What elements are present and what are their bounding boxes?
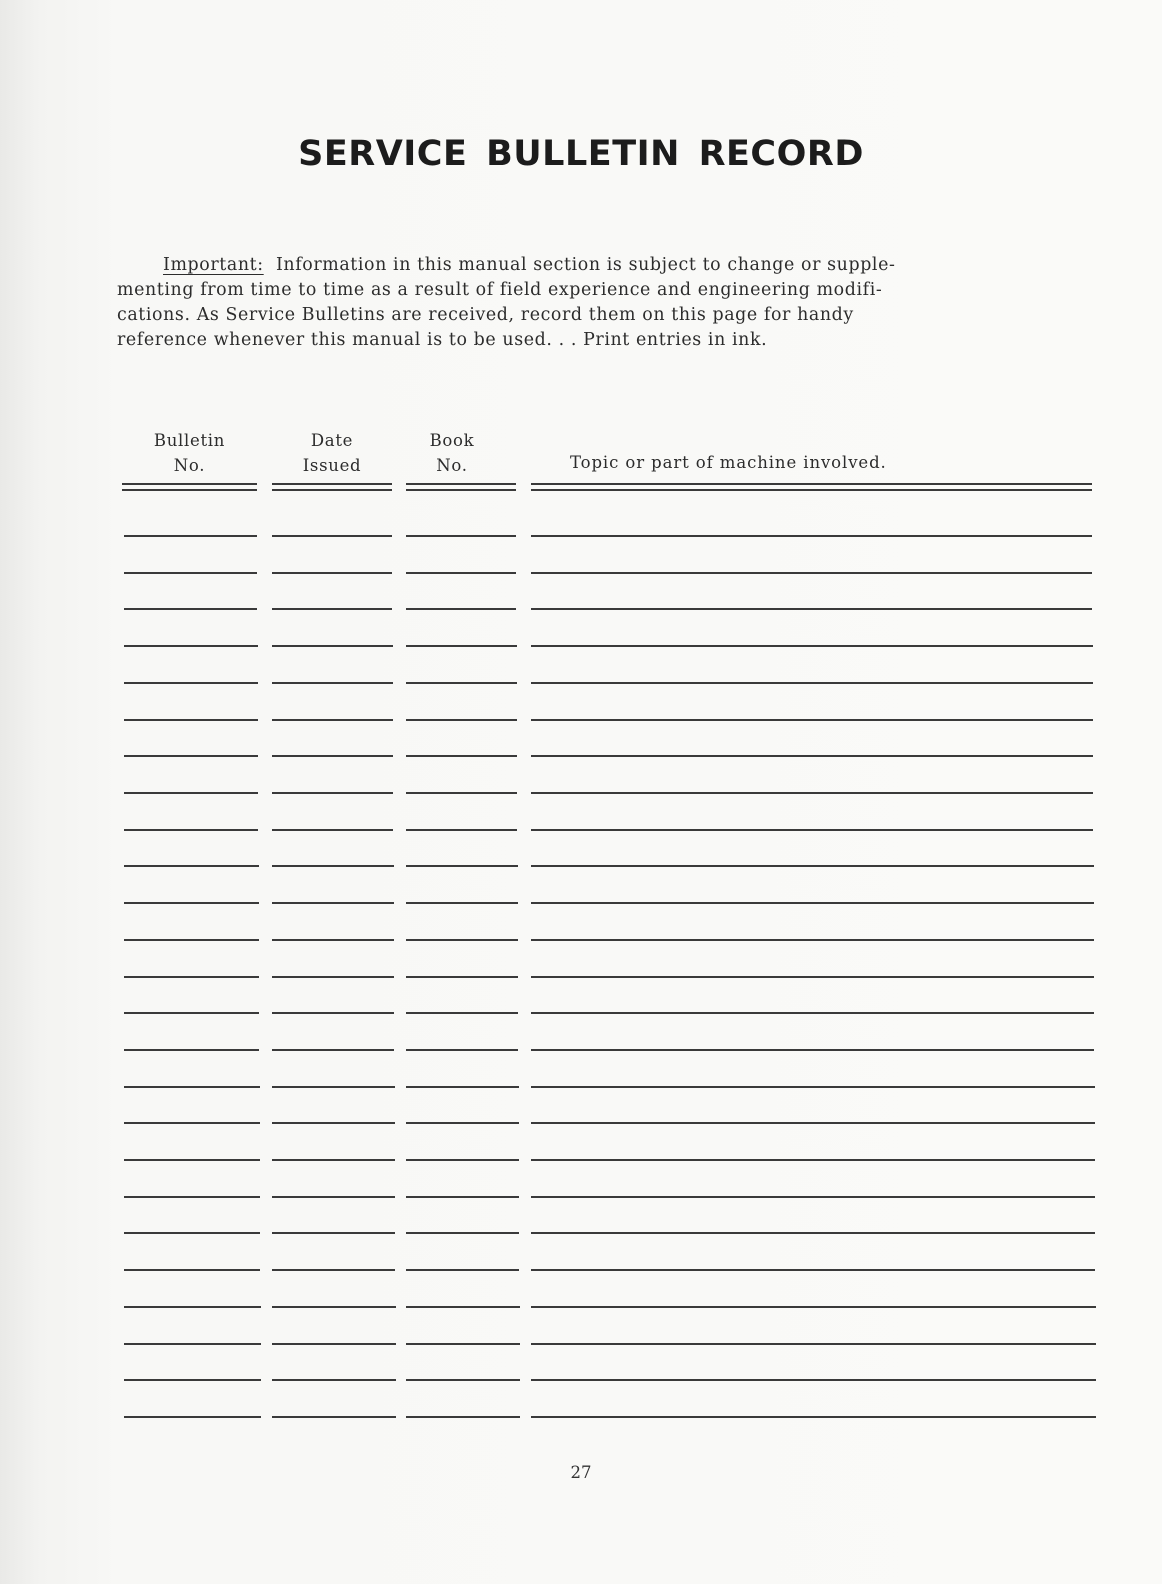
entry-line bbox=[406, 829, 517, 831]
entry-line bbox=[124, 865, 259, 867]
column-header-line: Book bbox=[429, 431, 475, 450]
entry-line bbox=[531, 1122, 1095, 1124]
entry-line bbox=[124, 829, 258, 831]
entry-line bbox=[272, 572, 392, 574]
column-header-bulletin-no bbox=[122, 428, 257, 478]
column-header-topic: Topic or part of machine involved. bbox=[570, 453, 887, 472]
entry-line bbox=[531, 1049, 1094, 1051]
entry-line bbox=[531, 1196, 1095, 1198]
intro-line-4: reference whenever this manual is to be used. . . Print entries in ink. bbox=[117, 330, 768, 350]
entry-line bbox=[272, 1086, 395, 1088]
entry-line bbox=[406, 1306, 520, 1308]
entry-line bbox=[406, 865, 518, 867]
entry-line bbox=[531, 976, 1094, 978]
entry-line bbox=[406, 902, 518, 904]
entry-line bbox=[406, 1159, 519, 1161]
intro-line-2: menting from time to time as a result of field experience and engineering modifi- bbox=[117, 280, 883, 300]
column-header-line: Bulletin bbox=[153, 431, 226, 450]
entry-line bbox=[531, 682, 1093, 684]
entry-line bbox=[406, 1416, 520, 1418]
entry-line bbox=[124, 535, 257, 537]
entry-line bbox=[124, 1012, 259, 1014]
entry-line bbox=[124, 572, 257, 574]
entry-line bbox=[531, 535, 1092, 537]
entry-line bbox=[406, 645, 517, 647]
entry-line bbox=[531, 1012, 1094, 1014]
entry-line bbox=[531, 792, 1093, 794]
entry-line bbox=[406, 608, 516, 610]
entry-line bbox=[124, 1379, 261, 1381]
entry-line bbox=[531, 1269, 1095, 1271]
entry-line bbox=[406, 1012, 518, 1014]
entry-line bbox=[124, 755, 258, 757]
entry-line bbox=[531, 608, 1092, 610]
entry-line bbox=[272, 1232, 395, 1234]
entry-line bbox=[272, 939, 394, 941]
entry-line bbox=[531, 572, 1092, 574]
entry-line bbox=[406, 976, 518, 978]
entry-line bbox=[406, 755, 517, 757]
entry-line bbox=[272, 1269, 395, 1271]
entry-line bbox=[272, 608, 392, 610]
entry-line bbox=[272, 719, 393, 721]
entry-line bbox=[124, 608, 257, 610]
entry-line bbox=[124, 1232, 260, 1234]
entry-line bbox=[124, 645, 258, 647]
entry-line bbox=[406, 1086, 519, 1088]
column-header-line: No. bbox=[436, 456, 468, 475]
header-rule bbox=[122, 489, 257, 491]
entry-line bbox=[124, 1049, 259, 1051]
intro-lead: Important: bbox=[163, 255, 264, 275]
entry-line bbox=[272, 755, 393, 757]
entry-line bbox=[406, 1122, 519, 1124]
entry-line bbox=[272, 1343, 396, 1345]
entry-line bbox=[531, 1159, 1095, 1161]
entry-line bbox=[124, 1122, 260, 1124]
entry-line bbox=[124, 792, 258, 794]
entry-line bbox=[272, 976, 394, 978]
header-rule bbox=[531, 483, 1092, 485]
column-header-line: Issued bbox=[302, 456, 362, 475]
entry-line bbox=[406, 792, 517, 794]
entry-line bbox=[406, 1379, 520, 1381]
entry-line bbox=[124, 976, 259, 978]
entry-line bbox=[406, 535, 516, 537]
entry-line bbox=[272, 1159, 395, 1161]
column-header-line: No. bbox=[173, 456, 206, 475]
entry-line bbox=[406, 1269, 519, 1271]
entry-line bbox=[272, 1122, 395, 1124]
entry-line bbox=[531, 645, 1093, 647]
entry-line bbox=[531, 902, 1094, 904]
header-rule bbox=[272, 489, 392, 491]
entry-line bbox=[531, 1306, 1096, 1308]
entry-line bbox=[124, 1416, 261, 1418]
entry-line bbox=[272, 682, 393, 684]
entry-line bbox=[272, 792, 393, 794]
entry-line bbox=[531, 939, 1094, 941]
intro-line-1: Information in this manual section is subject to change or supple- bbox=[275, 255, 896, 275]
entry-line bbox=[124, 1306, 261, 1308]
entry-line bbox=[406, 1343, 520, 1345]
entry-line bbox=[406, 939, 518, 941]
entry-line bbox=[406, 1232, 519, 1234]
entry-line bbox=[531, 1416, 1096, 1418]
header-rule bbox=[406, 489, 516, 491]
entry-line bbox=[272, 902, 394, 904]
entry-line bbox=[272, 1416, 396, 1418]
header-rule bbox=[406, 483, 516, 485]
intro-line-3: cations. As Service Bulletins are received, record them on this page for handy bbox=[117, 305, 854, 325]
page-number: 27 bbox=[570, 1463, 592, 1482]
column-header-date-issued bbox=[272, 428, 392, 478]
entry-line bbox=[272, 1196, 395, 1198]
entry-line bbox=[272, 1306, 396, 1308]
entry-line bbox=[531, 829, 1093, 831]
entry-line bbox=[124, 1086, 260, 1088]
entry-line bbox=[406, 682, 517, 684]
entry-line bbox=[406, 572, 516, 574]
entry-line bbox=[272, 535, 392, 537]
entry-line bbox=[531, 1343, 1096, 1345]
entry-line bbox=[124, 902, 259, 904]
entry-line bbox=[272, 829, 393, 831]
entry-line bbox=[406, 1196, 519, 1198]
entry-line bbox=[124, 1269, 260, 1271]
entry-line bbox=[124, 682, 258, 684]
entry-line bbox=[272, 865, 394, 867]
entry-line bbox=[531, 1379, 1096, 1381]
header-rule bbox=[272, 483, 392, 485]
intro-paragraph bbox=[117, 253, 1007, 353]
entry-line bbox=[531, 755, 1093, 757]
header-rule bbox=[122, 483, 257, 485]
entry-line bbox=[124, 719, 258, 721]
entry-line bbox=[124, 939, 259, 941]
column-header-line: Date bbox=[310, 431, 354, 450]
entry-line bbox=[531, 719, 1093, 721]
header-rule bbox=[531, 489, 1092, 491]
entry-line bbox=[272, 1049, 394, 1051]
page-title: SERVICE BULLETIN RECORD bbox=[298, 134, 864, 174]
entry-line bbox=[531, 1086, 1095, 1088]
column-header-book-no bbox=[406, 428, 498, 478]
entry-line bbox=[272, 1379, 396, 1381]
entry-line bbox=[124, 1159, 260, 1161]
entry-line bbox=[124, 1343, 261, 1345]
entry-line bbox=[406, 719, 517, 721]
entry-line bbox=[531, 1232, 1095, 1234]
entry-line bbox=[531, 865, 1094, 867]
entry-line bbox=[124, 1196, 260, 1198]
entry-line bbox=[272, 645, 393, 647]
entry-line bbox=[406, 1049, 518, 1051]
entry-line bbox=[272, 1012, 394, 1014]
